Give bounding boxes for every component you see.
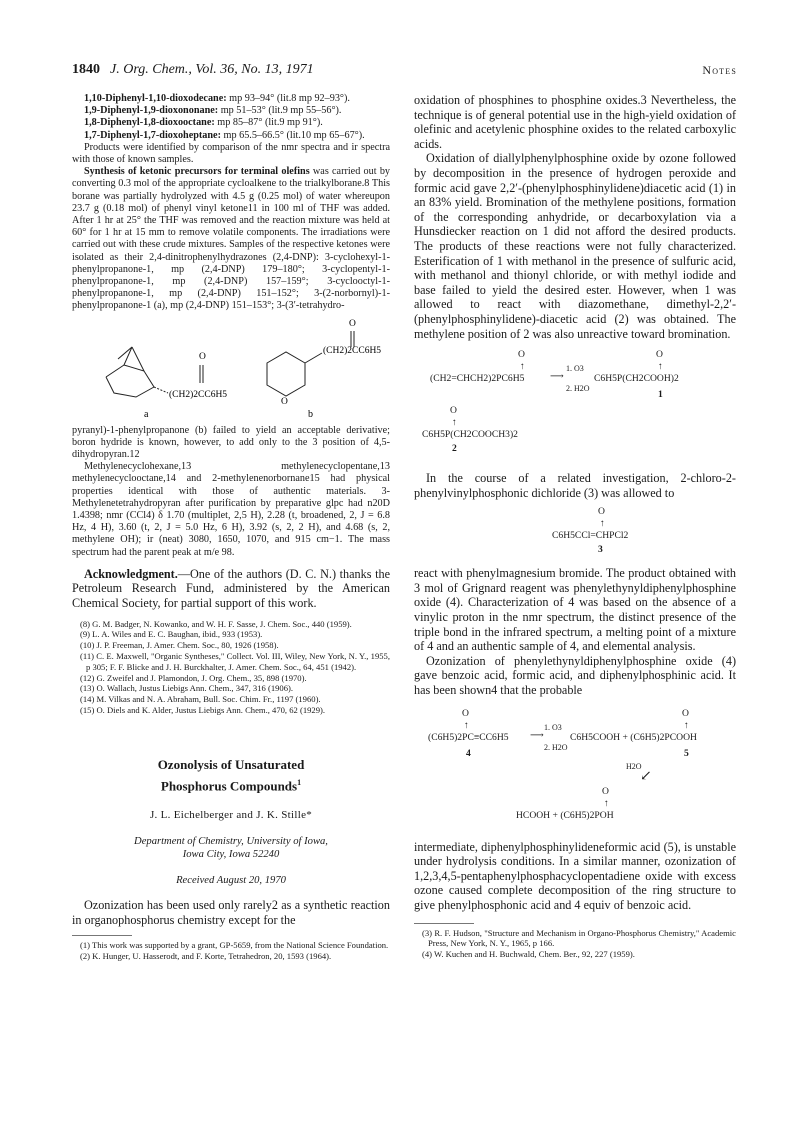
- footnote-rule: [414, 923, 474, 924]
- reference-list: [72, 619, 390, 716]
- compound-label-5: 5: [684, 747, 689, 759]
- received-date: Received August 20, 1970: [176, 875, 286, 887]
- scheme1-reactant: (CH2=CHCH2)2PC6H5: [430, 373, 525, 385]
- scheme1-product-1: C6H5P(CH2COOH)2: [594, 373, 679, 385]
- article-authors: J. L. Eichelberger and J. K. Stille*: [149, 809, 313, 822]
- footnote-rule: [72, 935, 132, 936]
- paragraph-methylene: Methylenecyclohexane,13 methylenecyclopentane,13 methylenecyclooctane,14 and 2-methylenenorbornane15 had physical properties identical with those of authentic materials. 3-Methylenetetrahydropyran after purification by preparative glpc had n20D 1.4398; nmr (CCl4) δ 1.70 (multiplet, 2,5 H), 2.28 (t, broadened, 2, J = 6.8 Hz, 4 H), 3.60 (t, 2, J = 5.0 Hz, 6 H), 3.92 (s, 2, 2 H), and 4.68 (s, 2, methylene OH); ir (neat) 3080, 1650, 1070, and 915 cm−1. The mass spectrum had the parent peak at m/e 98.: [72, 461, 390, 558]
- struct-b-chain: (CH2)2CC6H5: [323, 345, 382, 356]
- paragraph-after-structures: pyranyl)-1-phenylpropanone (b) failed to yield an acceptable derivative; boron hydride is known, however, to add only to the 3 position of 4,5-dihydropyran.12: [72, 424, 390, 461]
- paragraph-ozonization: Ozonization of phenylethynyldiphenylphosphine oxide (4) gave benzoic acid, formic acid, and diphenylphosphinic acid. It has been shown4 that the probable: [414, 653, 736, 698]
- ack-heading: Acknowledgment.: [84, 566, 178, 581]
- struct-a-carbonyl-o: O: [199, 351, 206, 362]
- reaction-scheme-3: O O ↑ ↑ (C6H5)2PC≡CC6H5 1. O3 ⟶ 2. H2O C6H5COOH + (C6H5)2PCOOH 4 5 H2O ↙ O ↑ HCOOH + (C6H5)2POH: [428, 707, 697, 821]
- reference-item: (14) M. Vilkas and N. A. Abraham, Bull. Soc. Chim. Fr., 1197 (1960).: [80, 694, 321, 705]
- reference-item: (9) L. A. Wiles and E. C. Baughan, ibid., 933 (1953).: [80, 629, 263, 640]
- affiliation: Department of Chemistry, University of Iowa, Iowa City, Iowa 52240: [134, 836, 328, 861]
- article-title-line-1: Ozonolysis of Unsaturated: [157, 756, 305, 772]
- paragraph-synthesis: Synthesis of ketonic precursors for terminal olefins was carried out by converting 0.3 mol of the appropriate cycloalkene to the trialkylborane.8 This borane was partially hydrolyzed with 4.5 g (0.25 mol) of water whereupon 23.7 g (0.18 mol) of phenyl vinyl ketone11 in 100 ml of THF was added. After 1 hr at 25° the THF was removed and the reaction mixture was held at 60° for 1 hr at 15 mm to remove volatile components. The irradiations were carried out with these crude mixtures. Samples of the respective ketones were isolated as their 2,4-dinitrophenylhydrazones (2,4-DNP): 3-cyclohexyl-1-phenylpropanone-1, mp (2,4-DNP) 179–180°; 3-cyclopentyl-1-phenylpropanone-1, mp (2,4-DNP) 157–159°; 3-cyclooctyl-1-phenylpropanone-1, mp (2,4-DNP) 151–152°; 3-(2-norbornyl)-1-phenylpropanone-1 (a), mp (2,4-DNP) 151–153°; 3-(3′-tetrahydro-: [72, 166, 391, 312]
- compound-3-structure: O ↑ C6H5CCl=CHPCl2 3: [552, 506, 629, 556]
- reference-item: (15) O. Diels and K. Alder, Justus Liebigs Ann. Chem., 470, 62 (1929).: [80, 705, 326, 716]
- paragraph-identified: Products were identified by comparison of the nmr spectra and ir spectra with those of known samples.: [72, 141, 390, 166]
- journal-citation: J. Org. Chem., Vol. 36, No. 13, 1971: [110, 62, 314, 77]
- reference-item: (10) J. P. Freeman, J. Amer. Chem. Soc., 80, 1926 (1958).: [80, 640, 279, 651]
- footnote-item: (1) This work was supported by a grant, GP-5659, from the National Science Foundation.: [80, 940, 389, 951]
- article-heading: [72, 756, 390, 886]
- reference-item: (8) G. M. Badger, N. Kowanko, and W. H. F. Sasse, J. Chem. Soc., 440 (1959).: [80, 618, 352, 629]
- reference-item: (12) G. Zweifel and J. Plamondon, J. Org. Chem., 35, 898 (1970).: [80, 672, 307, 683]
- scheme3-final-products: HCOOH + (C6H5)2POH: [516, 809, 614, 821]
- acknowledgment: Acknowledgment.—One of the authors (D. C. N.) thanks the Petroleum Research Fund, administered by the American Chemical Society, for partial support of this work.: [72, 566, 390, 611]
- right-column: [414, 93, 736, 960]
- paragraph-intermediate: intermediate, diphenylphosphinylideneformic acid (5), is unstable under hydrolysis conditions. In a similar manner, ozonization of 1,2,3,4,5-pentaphenylphosphacyclopentadiene oxide with excess ozone caused complete decomposition of the ring structure to give phenylphosphonic acid and 4 equiv of benzoic acid.: [414, 839, 736, 912]
- paragraph-grignard: react with phenylmagnesium bromide. The product obtained with 3 mol of Grignard reagent was phenylethynyldiphenylphosphine oxide (4). Characterization of 4 was based on the absence of a vinylic proton in the nmr spectrum, the distinct presence of the triple bond in the infrared spectrum, a melting point of a mixture of 4 and an authentic sample of 4, and elemental analysis.: [414, 566, 736, 654]
- paragraph-diallyl: Oxidation of diallylphenylphosphine oxide by ozone followed by decomposition in the presence of hydrogen peroxide and formic acid gave 2,2′-(phenylphosphinylidene)diacetic acid (1) in an 83% yield. Bromination of the methylene positions, formation of the corresponding anhydride, or decarboxylation via a Hunsdiecker reaction on 1 did not afford the desired products. The products of these reactions were not fully characterized. Esterification of 1 with methanol in the presence of sulfuric acid, with methanol and thionyl chloride, or with methyl iodide and base failed to yield the desired ester. However, when 1 was allowed to react with diazomethane, dimethyl-2,2′-(phenylphosphinylidene)-diacetic acid (2) was obtained. The methylene position of 2 was also unreactive toward bromination.: [414, 151, 736, 341]
- intro-paragraph: Ozonization has been used only rarely2 as a synthetic reaction in organophosphorus chemistry except for the: [72, 898, 390, 927]
- left-column: [72, 93, 390, 962]
- compound-3-formula: C6H5CCl=CHPCl2: [552, 530, 629, 542]
- struct-b-label: b: [308, 408, 313, 420]
- compound-label-1: 1: [658, 389, 663, 401]
- paragraph-related-investigation: In the course of a related investigation, 2-chloro-2-phenylvinylphosphonic dichloride (3) was allowed to: [414, 471, 736, 500]
- struct-b-ring-o: O: [281, 396, 288, 407]
- mp-list: [72, 93, 390, 142]
- struct-b-carbonyl-o: O: [349, 318, 356, 329]
- scheme3-reactant: (C6H5)2PC≡CC6H5: [428, 731, 509, 743]
- struct-a-chain: (CH2)2CC6H5: [169, 389, 228, 400]
- footnote-item: (4) W. Kuchen and H. Buchwald, Chem. Ber., 92, 227 (1959).: [422, 949, 635, 960]
- synthesis-heading: Synthesis of ketonic precursors for terminal olefins: [84, 166, 310, 178]
- mp-item: 1,8-Diphenyl-1,8-dioxooctane: mp 85–87° (lit.9 mp 91°).: [84, 117, 323, 129]
- mp-item: 1,9-Diphenyl-1,9-dioxononane: mp 51–53° (lit.9 mp 55–56°).: [84, 105, 342, 117]
- mp-item: 1,10-Diphenyl-1,10-dioxodecane: mp 93–94° (lit.8 mp 92–93°).: [84, 93, 350, 104]
- running-header: [72, 62, 737, 82]
- footnote-item: (2) K. Hunger, U. Hasserodt, and F. Korte, Tetrahedron, 20, 1593 (1964).: [80, 951, 332, 962]
- compound-label-4: 4: [466, 747, 471, 759]
- compound-label-2: 2: [452, 443, 457, 455]
- reaction-scheme-1: O O ↑ ↑ (CH2=CHCH2)2PC6H5 1. O3 ⟶ 2. H2O C6H5P(CH2COOH)2 1 O ↑ C6H5P(CH2COOCH3)2 2: [422, 349, 679, 455]
- footnote-item: (3) R. F. Hudson, "Structure and Mechanism in Organo-Phosphorus Chemistry," Academic Press, New York, N. Y., 1965, p 166.: [422, 927, 736, 949]
- page-number: 1840: [72, 62, 100, 77]
- structures-a-b-figure: [72, 315, 390, 423]
- struct-a-label: a: [144, 408, 149, 420]
- scheme3-products: C6H5COOH + (C6H5)2PCOOH: [570, 731, 697, 743]
- reference-item: (11) C. E. Maxwell, "Organic Syntheses," Collect. Vol. III, Wiley, New York, N. Y., 1955, p 305; F. F. Blicke and J. H. Burckhalter, J. Amer. Chem. Soc., 64, 451 (1942).: [80, 651, 390, 672]
- section-label: Notes: [702, 63, 737, 77]
- paragraph-oxidation: oxidation of phosphines to phosphine oxides.3 Nevertheless, the technique is of general potential use in the high-yield oxidation of olefinic and acetylenic phosphine oxides to the related carboxylic acids.: [414, 93, 736, 151]
- reference-item: (13) O. Wallach, Justus Liebigs Ann. Chem., 347, 316 (1906).: [80, 683, 294, 694]
- article-title-line-2: Phosphorus Compounds$^1$: [160, 777, 302, 794]
- mp-item: 1,7-Diphenyl-1,7-dioxoheptane: mp 65.5–66.5° (lit.10 mp 65–67°).: [84, 129, 365, 141]
- scheme1-product-2: C6H5P(CH2COOCH3)2: [422, 429, 518, 441]
- compound-label-3: 3: [598, 544, 603, 556]
